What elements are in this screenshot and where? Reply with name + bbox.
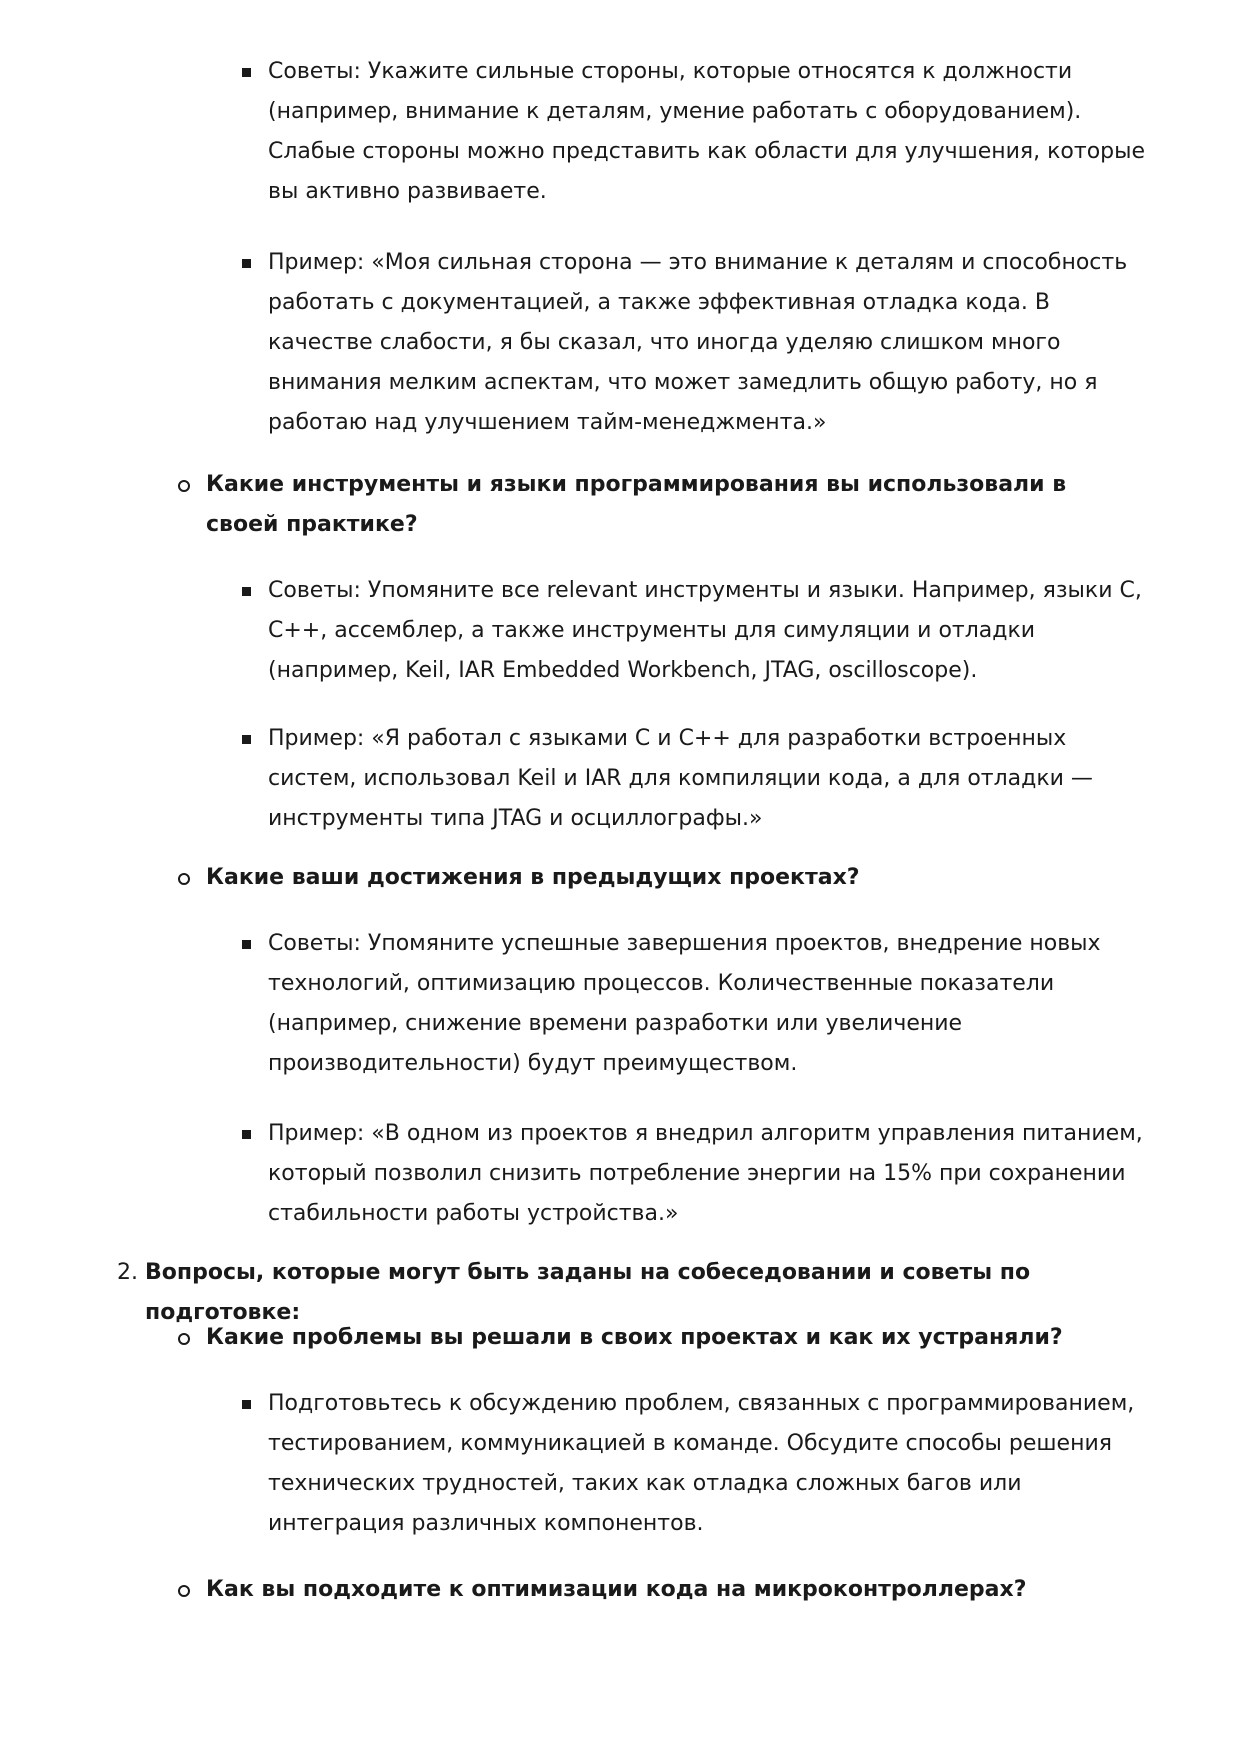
list-item-achievements-example <box>0 1114 1239 1234</box>
list-item-problems-question <box>0 1318 1239 1358</box>
list-number: 2. <box>117 1260 138 1285</box>
list-item-text: Как вы подходите к оптимизации кода на микроконтроллерах? <box>206 1577 1027 1602</box>
square-bullet-icon <box>242 587 251 596</box>
circle-bullet-icon <box>178 873 190 885</box>
list-item-text: Какие ваши достижения в предыдущих проектах? <box>206 865 860 890</box>
list-item-tools-example <box>0 719 1239 839</box>
list-item-text: Пример: «Моя сильная сторона — это внимание к деталям и способность работать с документацией, а также эффективная отладка кода. В качестве слабости, я бы сказал, что иногда уделяю слишком много внимания мелким аспектам, что может замедлить общую работу, но я работаю над улучшением тайм-менеджмента.» <box>268 250 1128 435</box>
numbered-item-interview-questions <box>0 1253 1239 1325</box>
list-item-text: Пример: «Я работал с языками C и C++ для разработки встроенных систем, использовал Keil и IAR для компиляции кода, а для отладки — инструменты типа JTAG и осциллографы.» <box>268 726 1093 831</box>
list-item-text: Подготовьтесь к обсуждению проблем, связанных с программированием, тестированием, коммуникацией в команде. Обсудите способы решения технических трудностей, таких как отладка сложных багов или интеграция различных компонентов. <box>268 1391 1135 1536</box>
list-item-text: Вопросы, которые могут быть заданы на собеседовании и советы по подготовке: <box>145 1260 1031 1325</box>
square-bullet-icon <box>242 735 251 744</box>
list-item-achievements-question <box>0 858 1239 898</box>
circle-bullet-icon <box>178 1333 190 1345</box>
list-item-text: Какие инструменты и языки программирования вы использовали в своей практике? <box>206 472 1067 537</box>
list-item-strengths-example <box>0 243 1239 443</box>
list-item-tools-question <box>0 465 1239 545</box>
list-item-achievements-tips <box>0 924 1239 1084</box>
list-item-problems-tips <box>0 1384 1239 1544</box>
list-item-text: Советы: Упомяните все relevant инструменты и языки. Например, языки C, C++, ассемблер, а также инструменты для симуляции и отладки (например, Keil, IAR Embedded Workbench, JTAG, oscilloscope). <box>268 578 1142 683</box>
list-item-text: Пример: «В одном из проектов я внедрил алгоритм управления питанием, который позволил снизить потребление энергии на 15% при сохранении стабильности работы устройства.» <box>268 1121 1143 1226</box>
list-item-text: Советы: Упомяните успешные завершения проектов, внедрение новых технологий, оптимизацию процессов. Количественные показатели (например, снижение времени разработки или увеличение производительности) будут преимуществом. <box>268 931 1101 1076</box>
square-bullet-icon <box>242 1130 251 1139</box>
list-item-tools-tips <box>0 571 1239 691</box>
square-bullet-icon <box>242 940 251 949</box>
square-bullet-icon <box>242 259 251 268</box>
square-bullet-icon <box>242 68 251 77</box>
circle-bullet-icon <box>178 480 190 492</box>
list-item-text: Советы: Укажите сильные стороны, которые относятся к должности (например, внимание к деталям, умение работать с оборудованием). Слабые стороны можно представить как области для улучшения, которые вы активно развиваете. <box>268 59 1146 204</box>
square-bullet-icon <box>242 1400 251 1409</box>
list-item-optimization-question <box>0 1570 1239 1610</box>
circle-bullet-icon <box>178 1585 190 1597</box>
list-item-text: Какие проблемы вы решали в своих проектах и как их устраняли? <box>206 1325 1063 1350</box>
list-item-strengths-tips <box>0 52 1239 212</box>
